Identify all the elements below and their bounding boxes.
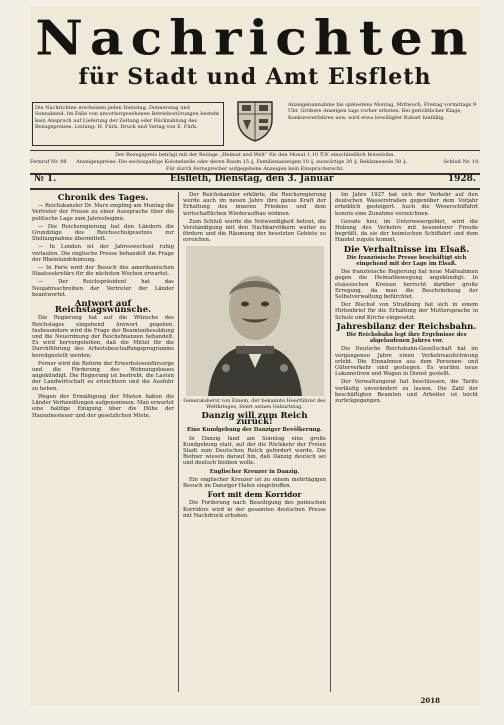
paragraph: Zum Schluß wurde die Notwendigkeit betont, die Verständigung mit den Nachbarvölkern weiter zu fördern und die Räumung der besetzten Gebiete zu erreichen.	[183, 218, 326, 244]
dateline	[30, 174, 480, 186]
rule	[30, 150, 480, 151]
heading-reichsbahn: Jahresbilanz der Reichsbahn.	[336, 321, 477, 332]
paragraph: Die Forderung nach Beseitigung des polnischen Korridors wird in der gesamten deutschen Presse mit Nachdruck erhoben.	[183, 500, 326, 519]
ad-rates: Anzeigenpreise: Die sechsspaltige Kolonelzeile oder deren Raum 15 ₰, Familienanzeigen 10 ₰, auswärtige 20 ₰, Reklamezeile 50 ₰.	[76, 159, 407, 165]
paragraph: In Danzig fand am Sonntag eine große Kundgebung statt, auf der die Rückkehr der Freien Stadt zum Deutschen Reich gefordert wurde. Die Redner wiesen darauf hin, daß Danzig deutsch sei und deutsch bleiben wolle.	[183, 435, 326, 467]
paragraph: — Die Reichsregierung hat den Ländern die Grundzüge des Reichsschulgesetzes zur Stellungnahme übermittelt.	[32, 223, 174, 243]
subheading: Die Reichsbahn legt ihre Ergebnisse des abgelaufenen Jahres vor.	[346, 332, 467, 345]
paragraph: Die Regierung hat auf die Wünsche des Reichstages eingehend Antwort gegeben. Insbesondere wird die Frage der Beamtenbesoldung und die Neuordnung der Reichsfinanzen behandelt. Es wird hervorgehoben, daß die Mittel für die Durchführung des Arbeitsbeschaffungsprogramms bereitgestellt werden.	[32, 315, 174, 359]
phone-ads-line: Für durch Fernsprecher aufgegebene Anzeigen kein Einspruchsrecht.	[165, 166, 345, 172]
publication-info: Die Nachrichten erscheinen jeden Dienstag, Donnerstag und Sonnabend. Im Falle von unvorhergesehenen Betriebsstörungen besteht kein Anspruch auf Lieferung der Zeitung oder Rückzahlung des Bezugspreises. Leitung: H. Fürk. Druck und Verlag von E. Fürk.	[32, 102, 224, 146]
subheading: Englischer Kreuzer in Danzig.	[209, 468, 300, 475]
heading-chronik: Chronik des Tages.	[57, 193, 149, 203]
paragraph: — Der Reichspräsident hat das Neujahrsschreiben der Vertreter der Länder beantwortet.	[32, 279, 174, 298]
subheading: Die französische Presse beschäftigt sich eingehend mit der Lage im Elsaß.	[346, 254, 467, 268]
paragraph: — Reichskanzler Dr. Marx empfing am Montag die Vertreter der Presse zu einer Aussprache über die politische Lage zum Jahresbeginn.	[32, 203, 174, 222]
paragraph: Ferner wird die Reform der Erwerbslosenfürsorge und die Förderung des Wohnungsbaues angekündigt. Die Regierung ist bestrebt, die Lasten der Landwirtschaft zu erleichtern und die Ausfuhr zu heben.	[32, 360, 174, 392]
heading-danzig: Danzig will zum Reich zurück!	[201, 411, 308, 428]
paragraph: — In London ist der Jahreswechsel ruhig verlaufen. Die englische Presse behandelt die Frage der Rheinlandräumung.	[32, 244, 174, 263]
phone-number: Fernruf Nr. 98	[30, 159, 67, 165]
column-2	[183, 192, 326, 692]
subheading: Eine Kundgebung der Danziger Bevölkerung.	[187, 427, 322, 434]
closing-number: Schluß Nr. 10.	[443, 159, 480, 165]
coat-of-arms-icon	[234, 98, 276, 142]
paragraph: Wegen der Ermäßigung der Mieten haben die Länder Verhandlungen aufgenommen. Man erwartet eine baldige Einigung über die Höhe der Hauszinssteuer und der gesetzlichen Miete.	[32, 393, 174, 419]
advertising-info: Anzeigenannahme bis spätestens Montag, Mittwoch, Freitag vormittags 9 Uhr. Größere Anzeigen tags vorher erbeten. Bei gerichtlicher Klage, Konkursverfahren usw. wird etwa bewilligter Rabatt hinfällig.	[288, 102, 477, 121]
paragraph: Der Reichskanzler erklärte, die Reichsregierung werde auch im neuen Jahre ihre ganze Kraft der Erhaltung des inneren Friedens und dem wirtschaftlichen Wiederaufbau widmen.	[183, 192, 326, 217]
newspaper-page	[30, 6, 480, 706]
ad-rates-line	[30, 159, 480, 165]
portrait-illustration	[186, 246, 324, 396]
heading-elsass: Die Verhaltnisse im Elsaß.	[343, 244, 470, 255]
header-boxes	[30, 102, 480, 148]
column-divider	[330, 192, 331, 692]
paragraph: Im Jahre 1927 hat sich der Verkehr auf den deutschen Wasserstraßen gegenüber dem Vorjahr erheblich gesteigert. Auch die Weserschiffahrt konnte eine Zunahme verzeichnen.	[335, 192, 478, 217]
column-divider	[178, 192, 179, 692]
year: 1928.	[447, 174, 476, 184]
paragraph: — In Paris wird der Besuch des amerikanischen Staatssekretärs für die nächsten Wochen erwartet.	[32, 265, 174, 278]
paragraph: Der Verwaltungsrat hat beschlossen, die Tarife vorläufig unverändert zu lassen. Die Zahl der beschäftigten Beamten und Arbeiter ist leicht zurückgegangen.	[335, 379, 478, 405]
issue-number: № 1.	[34, 174, 57, 184]
heading-korridor: Fort mit dem Korridor	[207, 490, 302, 500]
column-1	[32, 192, 174, 692]
page-mark: 2018	[420, 696, 440, 705]
portrait-photo	[186, 246, 324, 396]
masthead	[30, 12, 480, 90]
paragraph: Die Deutsche Reichsbahn-Gesellschaft hat im vergangenen Jahre einen Verkehrsaufschwung erlebt. Die Einnahmen aus dem Personen- und Güterverkehr sind gestiegen. Es wurden neue Lokomotiven und Wagen in Dienst gestellt.	[335, 346, 478, 378]
paragraph: Die französische Regierung hat neue Maßnahmen gegen die Heimatbewegung angekündigt. In elsässischen Kreisen herrscht darüber große Erregung, da man die Beschränkung der Selbstverwaltung befürchtet.	[335, 269, 478, 301]
masthead-subtitle: für Stadt und Amt Elsfleth	[78, 64, 432, 90]
paragraph: Ein englischer Kreuzer ist zu einem mehrtägigen Besuch im Danziger Hafen eingetroffen.	[183, 476, 326, 490]
masthead-title: Nachrichten	[35, 10, 475, 67]
rule	[30, 188, 480, 190]
photo-caption: Generaloberst von Einem, der bekannte Heerführer des Weltkrieges, feiert seinen Geburtstag.	[183, 397, 326, 410]
paragraph: Gerade hier, im Unterwesergebiet, wird die Hebung des Verkehrs mit besonderer Freude begrüßt, da sie der heimischen Schiffahrt und dem Handel zugute kommt.	[335, 218, 478, 244]
place-date: Elsfleth, Dienstag, den 3. Januar	[170, 174, 334, 184]
heading-antwort: Antwort auf Reichstagswünsche.	[54, 299, 152, 316]
column-3	[335, 192, 478, 692]
price-line: Der Bezugspreis beträgt mit der Beilage „Heimat und Welt“ für den Monat 1,10 ℛℳ einschließlich Botenlohn.	[115, 152, 395, 158]
paragraph: Der Bischof von Straßburg hat sich in einem Hirtenbrief für die Erhaltung der Muttersprache in Schule und Kirche eingesetzt.	[335, 302, 478, 321]
